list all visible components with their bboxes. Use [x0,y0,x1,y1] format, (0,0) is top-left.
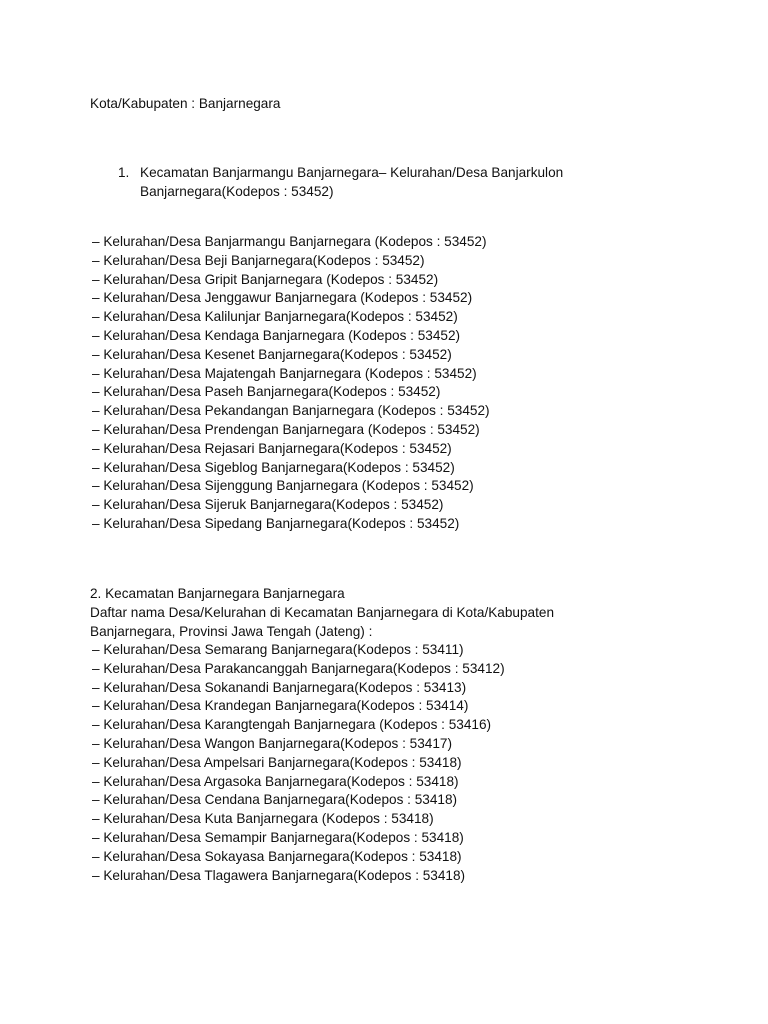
list-item: – Kelurahan/Desa Sijenggung Banjarnegara (Kodepos : 53452) [92,478,474,494]
list-item: – Kelurahan/Desa Ampelsari Banjarnegara(Kodepos : 53418) [92,754,462,770]
list-item: – Kelurahan/Desa Sijeruk Banjarnegara(Kodepos : 53452) [92,497,444,513]
list-item: – Kelurahan/Desa Sigeblog Banjarnegara(Kodepos : 53452) [92,459,455,475]
list-item: – Kelurahan/Desa Sipedang Banjarnegara(Kodepos : 53452) [92,515,460,531]
list-item: – Kelurahan/Desa Semarang Banjarnegara(Kodepos : 53411) [92,642,464,657]
list-item: – Kelurahan/Desa Kendaga Banjarnegara (Kodepos : 53452) [92,327,461,343]
list-item: – Kelurahan/Desa Rejasari Banjarnegara(Kodepos : 53452) [92,440,452,456]
section-1-title-line-2: Banjarnegara(Kodepos : 53452) [140,184,334,199]
list-item: – Kelurahan/Desa Kesenet Banjarnegara(Kodepos : 53452) [92,346,452,362]
list-item: – Kelurahan/Desa Paseh Banjarnegara(Kodepos : 53452) [92,384,441,400]
list-item: – Kelurahan/Desa Jenggawur Banjarnegara (Kodepos : 53452) [92,290,473,306]
list-item: – Kelurahan/Desa Parakancanggah Banjarnegara(Kodepos : 53412) [92,660,505,676]
section-2-village-list [92,641,556,885]
list-item: – Kelurahan/Desa Majatengah Banjarnegara (Kodepos : 53452) [92,365,477,381]
section-2 [90,584,554,885]
list-item: – Kelurahan/Desa Kalilunjar Banjarnegara(Kodepos : 53452) [92,309,458,325]
list-item: – Kelurahan/Desa Gripit Banjarnegara (Kodepos : 53452) [92,271,439,287]
list-item: – Kelurahan/Desa Karangtengah Banjarnegara (Kodepos : 53416) [92,717,492,733]
list-item: – Kelurahan/Desa Cendana Banjarnegara(Kodepos : 53418) [92,792,458,808]
section-2-intro-line-2: Banjarnegara, Provinsi Jawa Tengah (Jateng) : [90,624,373,639]
list-item: – Kelurahan/Desa Tlagawera Banjarnegara(Kodepos : 53418) [92,867,466,883]
section-1-title-line-1: Kecamatan Banjarmangu Banjarnegara– Kelurahan/Desa Banjarkulon [140,165,564,180]
list-item: – Kelurahan/Desa Pekandangan Banjarnegara (Kodepos : 53452) [92,403,490,419]
section-2-title: 2. Kecamatan Banjarnegara Banjarnegara [90,586,345,601]
section-2-intro-line-1: Daftar nama Desa/Kelurahan di Kecamatan Banjarnegara di Kota/Kabupaten [90,605,554,620]
list-item: – Kelurahan/Desa Argasoka Banjarnegara(Kodepos : 53418) [92,773,459,789]
list-item: – Kelurahan/Desa Semampir Banjarnegara(Kodepos : 53418) [92,829,464,845]
section-1-number: 1. [118,165,130,180]
list-item: – Kelurahan/Desa Prendengan Banjarnegara (Kodepos : 53452) [92,421,480,437]
list-item: – Kelurahan/Desa Banjarmangu Banjarnegara (Kodepos : 53452) [92,234,487,249]
list-item: – Kelurahan/Desa Wangon Banjarnegara(Kodepos : 53417) [92,735,452,751]
location-header: Kota/Kabupaten : Banjarnegara [90,96,281,111]
list-item: – Kelurahan/Desa Beji Banjarnegara(Kodepos : 53452) [92,252,425,268]
list-item: – Kelurahan/Desa Krandegan Banjarnegara(Kodepos : 53414) [92,698,469,714]
list-item: – Kelurahan/Desa Kuta Banjarnegara (Kodepos : 53418) [92,811,434,827]
list-item: – Kelurahan/Desa Sokayasa Banjarnegara(Kodepos : 53418) [92,848,462,864]
list-item: – Kelurahan/Desa Sokanandi Banjarnegara(Kodepos : 53413) [92,679,467,695]
section-1-village-list [92,233,490,534]
